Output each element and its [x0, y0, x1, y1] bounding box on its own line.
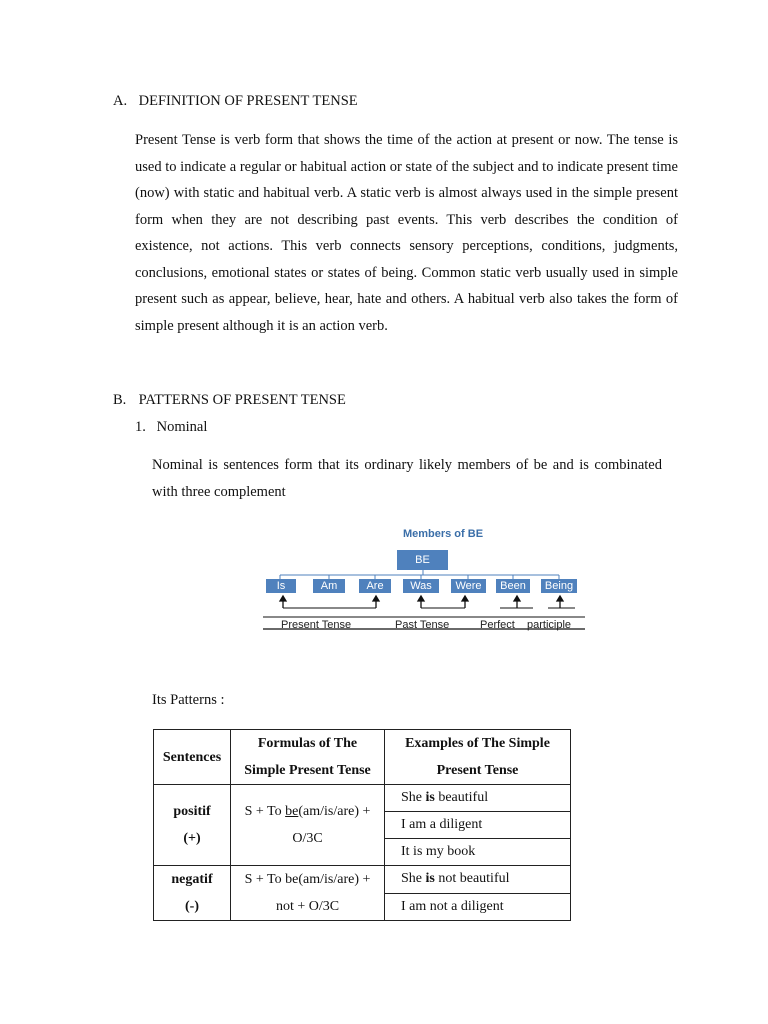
- diagram-title: Members of BE: [402, 528, 484, 540]
- example-bold: is: [425, 790, 435, 805]
- header-sentences: Sentences: [154, 730, 231, 785]
- subsection-1-heading: [135, 419, 207, 436]
- negative-formula-cell: [231, 866, 385, 921]
- header-formulas-line2: Simple Present Tense: [244, 763, 371, 778]
- negative-formula-line1: S + To be(am/is/are) +: [244, 872, 371, 887]
- header-examples: [385, 730, 571, 785]
- positive-example-1: [385, 785, 571, 812]
- positive-symbol: (+): [183, 831, 201, 846]
- subsection-1-number: 1.: [135, 419, 146, 435]
- group-present-tense: Present Tense: [281, 619, 352, 631]
- positive-formula-line1: [235, 798, 380, 825]
- nominal-paragraph: Nominal is sentences form that its ordinary likely members of be and is combinated with three complement: [152, 457, 662, 500]
- header-examples-line1: Examples of The Simple: [405, 736, 550, 751]
- positive-example-2: I am a diligent: [385, 812, 571, 839]
- table-row: [154, 785, 571, 812]
- example-suffix: not beautiful: [434, 871, 510, 887]
- positive-formula-line2: O/3C: [292, 831, 323, 846]
- group-participle: participle: [527, 619, 572, 631]
- section-b-number: B.: [113, 392, 127, 408]
- table-header-row: [154, 730, 571, 785]
- negative-formula-line2: not + O/3C: [275, 899, 340, 914]
- formula-prefix: S + To: [244, 804, 286, 819]
- section-b-heading: [113, 392, 346, 409]
- section-a-heading: [113, 93, 358, 110]
- member-am: Am: [313, 579, 345, 593]
- negative-label-cell: [154, 866, 231, 921]
- diagram-connectors: [263, 520, 623, 632]
- section-a-paragraph: Present Tense is verb form that shows the time of the action at present or now. The tense is used to indicate a regular or habitual action or state of the subject and to indicate present time (now) with static and habitual verb. A static verb is almost always used in the simple present form when they are not describing past events. This verb describes the condition of existence, not actions. This verb connects sensory perceptions, conditions, judgments, conclusions, emotional states or states of being. Common static verb usually used in simple present such as appear, believe, hear, hate and others. A habitual verb also takes the form of simple present although it is an action verb.: [135, 132, 678, 334]
- section-a-title: DEFINITION OF PRESENT TENSE: [138, 93, 358, 109]
- example-prefix: She: [401, 790, 426, 805]
- group-past-tense: Past Tense: [395, 619, 450, 631]
- member-being: Being: [541, 579, 577, 593]
- member-were: Were: [451, 579, 486, 593]
- example-bold: is: [425, 871, 435, 887]
- example-suffix: beautiful: [434, 790, 489, 805]
- patterns-table: [153, 729, 571, 921]
- positive-label-cell: [154, 785, 231, 866]
- table-row: [154, 866, 571, 894]
- negative-example-2: I am not a diligent: [385, 893, 571, 921]
- be-root-box: BE: [397, 550, 448, 570]
- positive-formula-cell: [231, 785, 385, 866]
- member-was: Was: [403, 579, 439, 593]
- header-examples-line2: Present Tense: [436, 763, 519, 778]
- section-a-number: A.: [113, 93, 128, 109]
- positive-label: positif: [173, 804, 211, 819]
- members-of-be-diagram: [263, 520, 623, 632]
- negative-example-1: [385, 866, 571, 894]
- patterns-label: Its Patterns :: [152, 692, 225, 708]
- member-been: Been: [496, 579, 530, 593]
- header-formulas-line1: Formulas of The: [257, 736, 358, 751]
- section-b-title: PATTERNS OF PRESENT TENSE: [138, 392, 346, 408]
- header-formulas: [231, 730, 385, 785]
- member-are: Are: [359, 579, 391, 593]
- member-is: Is: [266, 579, 296, 593]
- negative-symbol: (-): [185, 899, 199, 914]
- example-prefix: She: [401, 871, 426, 887]
- positive-example-3: It is my book: [385, 839, 571, 866]
- group-perfect: Perfect: [480, 619, 515, 631]
- negative-label: negatif: [171, 872, 213, 887]
- formula-underlined: be: [285, 804, 299, 819]
- formula-suffix: (am/is/are) +: [298, 804, 371, 819]
- subsection-1-title: Nominal: [156, 419, 208, 435]
